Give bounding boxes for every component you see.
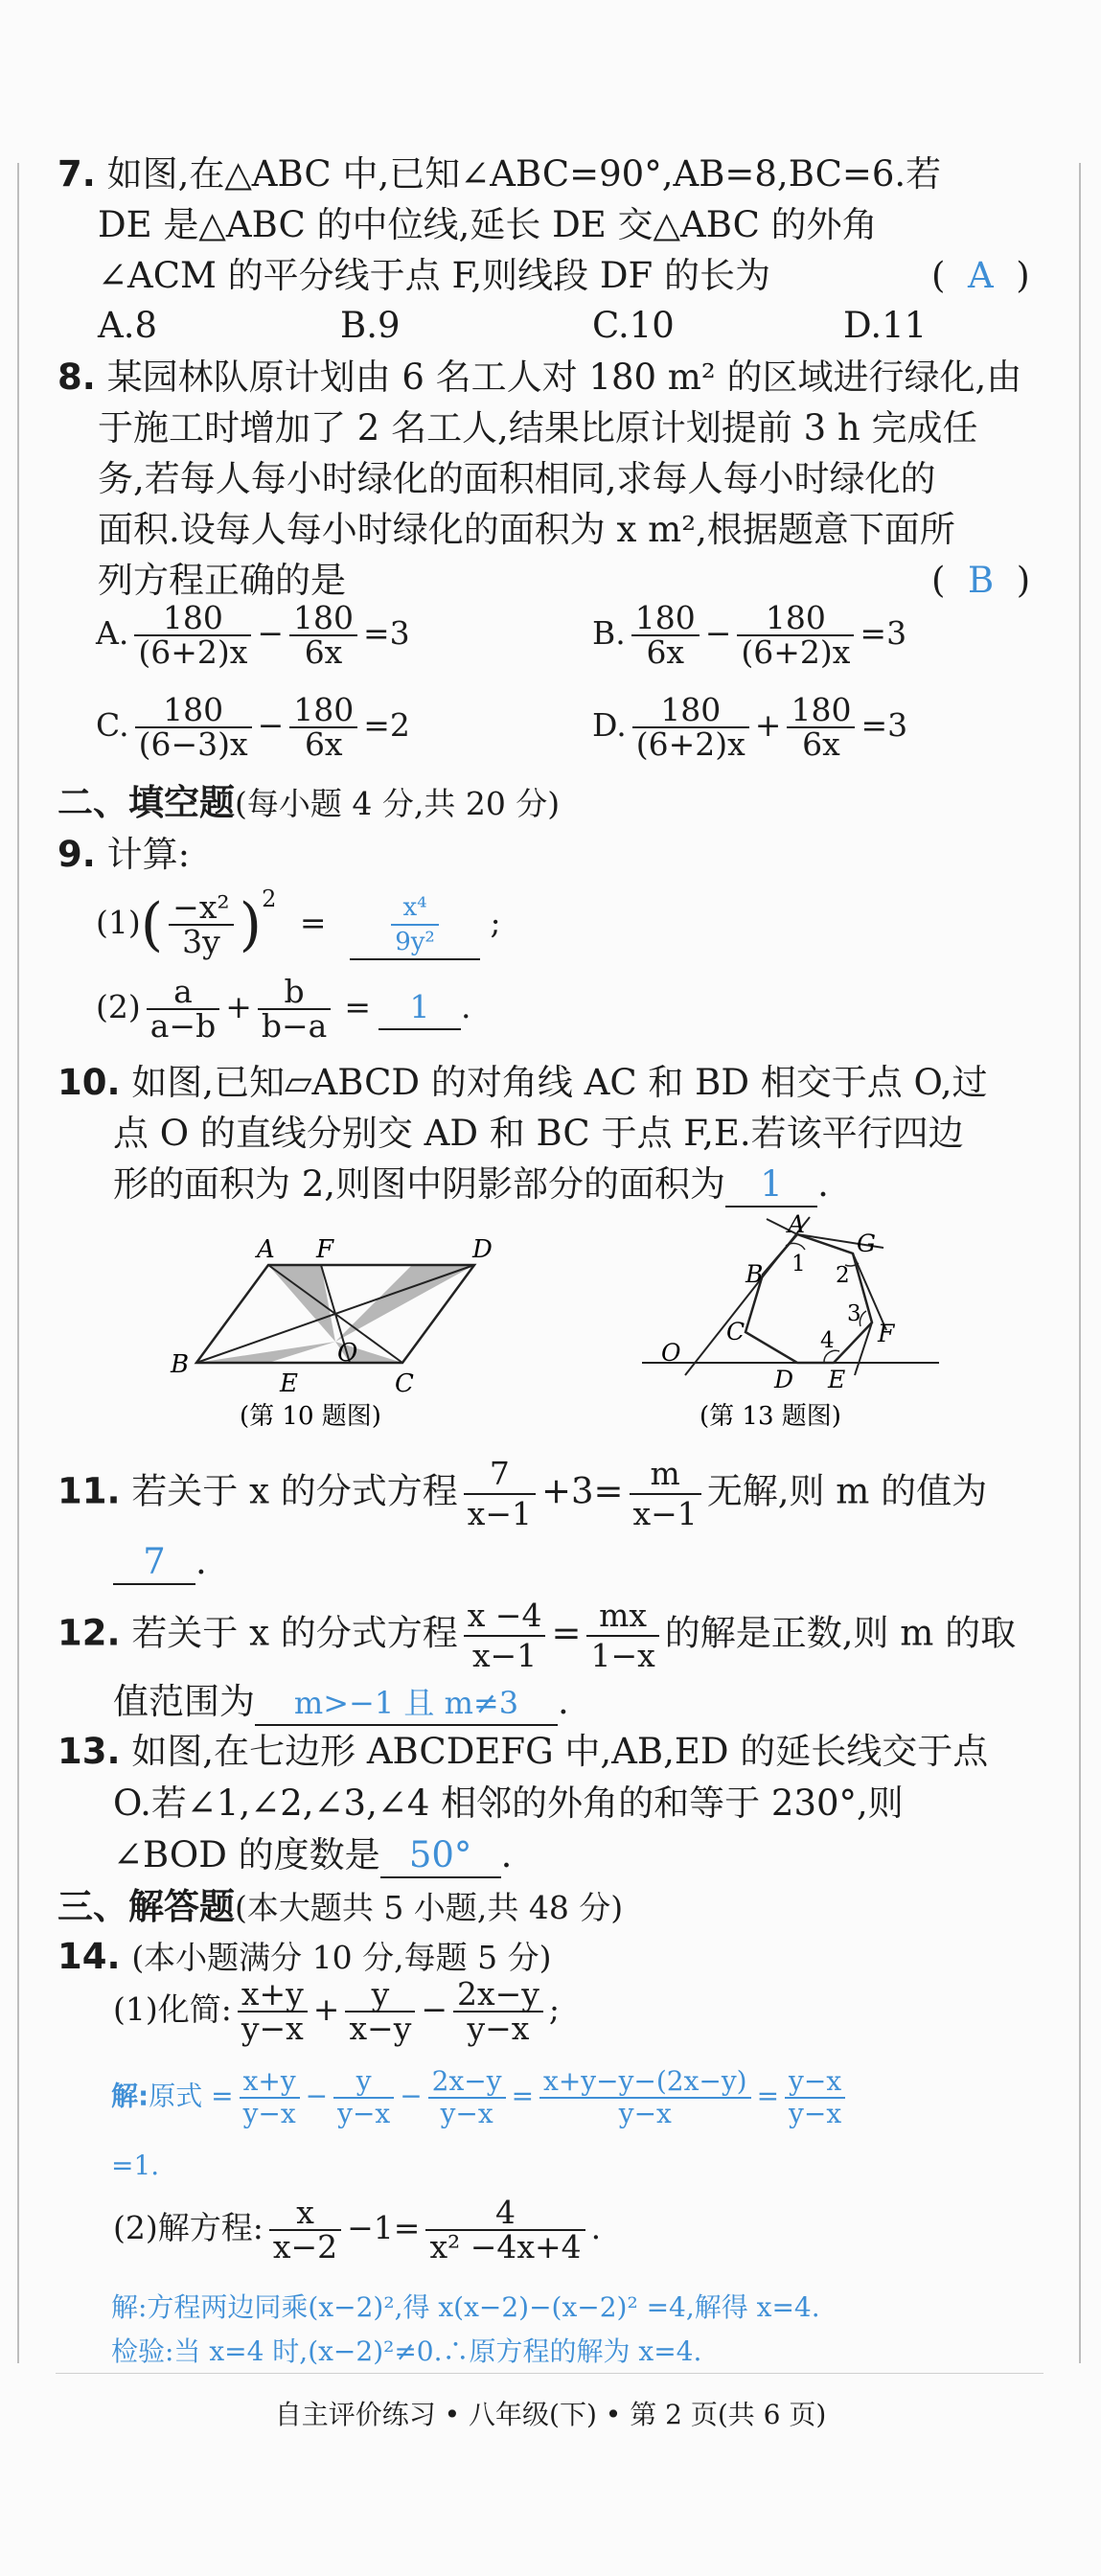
fraction <box>428 2066 506 2129</box>
q7-answer-bracket: ( A ) <box>931 255 1030 296</box>
denominator: x−1 <box>467 1495 532 1532</box>
denominator: x−2 <box>272 2228 338 2266</box>
punctuation: ; <box>548 1990 561 2028</box>
denominator: x² −4x+4 <box>429 2228 582 2266</box>
numerator: 2x−y <box>428 2066 506 2099</box>
q11-text: 若关于 x 的分式方程 <box>131 1470 458 1512</box>
question-number: 10. <box>57 1062 121 1103</box>
section-2-heading <box>57 782 560 825</box>
fraction <box>169 888 234 960</box>
question-number: 7. <box>57 153 96 195</box>
numerator: −x² <box>169 891 234 926</box>
q14-part2 <box>113 2196 601 2264</box>
q13-line1 <box>57 1731 988 1773</box>
q8-choice-d <box>592 691 908 763</box>
q8-line2: 于施工时增加了 2 名工人,结果比原计划提前 3 h 完成任 <box>98 407 978 448</box>
q13-line3 <box>113 1834 512 1878</box>
operator: + <box>312 1990 340 2028</box>
denominator: y−x <box>440 2098 493 2129</box>
q13-text: 如图,在七边形 ABCDEFG 中,AB,ED 的延长线交于点 <box>131 1731 989 1772</box>
angle-label-4: 4 <box>820 1328 835 1353</box>
denominator: (6+2)x <box>741 633 851 671</box>
q9-part2-answer: 1 <box>378 986 461 1030</box>
q9-title <box>57 834 190 876</box>
rhs: =3 <box>860 706 908 744</box>
q13-answer: 50° <box>380 1834 501 1878</box>
denominator: y−x <box>337 2098 391 2129</box>
point-label-a: A <box>257 1236 275 1264</box>
numerator: 2x−y <box>453 1978 543 2012</box>
punctuation: . <box>558 1681 569 1722</box>
q14-heading <box>57 1936 552 1979</box>
point-label-g: G <box>857 1230 876 1257</box>
numerator: 180 <box>134 602 251 636</box>
fraction <box>391 891 439 958</box>
point-label-e: E <box>828 1366 846 1393</box>
numerator: a <box>147 976 219 1010</box>
part-label: (2)解方程: <box>113 2209 264 2246</box>
point-label-f: F <box>878 1320 895 1347</box>
equals: = <box>511 2080 535 2112</box>
point-label-o: O <box>337 1339 358 1368</box>
operator: + <box>225 988 252 1025</box>
section-3-heading <box>57 1886 623 1929</box>
numerator: 180 <box>787 694 855 728</box>
fraction <box>289 599 357 671</box>
q7-text: 如图,在△ABC 中,已知∠ABC=90°,AB=8,BC=6.若 <box>106 153 942 195</box>
q11-answer: 7 <box>113 1541 195 1585</box>
question-number: 9. <box>57 834 96 875</box>
fraction <box>631 599 700 671</box>
q9-text: 计算: <box>106 834 191 875</box>
part-label: (1)化简: <box>113 1990 232 2028</box>
operator: − <box>305 2080 329 2112</box>
denominator: b−a <box>261 1007 328 1045</box>
angle-label-1: 1 <box>791 1252 806 1276</box>
numerator: x −4 <box>464 1597 546 1637</box>
q8-answer: B <box>967 560 995 601</box>
choice-label: D. <box>592 706 627 744</box>
fraction <box>464 1597 546 1675</box>
q8-line5: 列方程正确的是 <box>98 560 346 601</box>
point-label-b: B <box>745 1260 764 1288</box>
point-label-c: C <box>395 1369 414 1398</box>
q12-text: 若关于 x 的分式方程 <box>131 1612 458 1654</box>
denominator: (6−3)x <box>138 725 248 763</box>
q9-part2 <box>96 973 471 1045</box>
figure-10-caption: (第 10 题图) <box>240 1402 381 1428</box>
choice-label: C. <box>96 706 129 744</box>
choice-label: B. <box>592 614 626 652</box>
fraction <box>345 1975 415 2047</box>
operator: − <box>421 1990 447 2028</box>
numerator: x+y <box>238 1978 308 2012</box>
numerator: y−x <box>785 2066 845 2099</box>
numerator: 7 <box>464 1455 536 1495</box>
q13-line2: O.若∠1,∠2,∠3,∠4 相邻的外角的和等于 230°,则 <box>113 1782 904 1824</box>
q9-part1-blank <box>350 891 480 960</box>
left-margin-rule <box>17 163 19 2363</box>
part-label: (2) <box>96 988 141 1025</box>
q14-solution2-line2: 检验:当 x=4 时,(x−2)²≠0.∴原方程的解为 x=4. <box>111 2335 702 2367</box>
q12-mid: = <box>551 1612 582 1654</box>
denominator: 3y <box>182 923 220 960</box>
q8-choice-b <box>592 599 907 671</box>
numerator: 180 <box>289 602 357 636</box>
point-label-d: D <box>472 1236 493 1264</box>
angle-label-2: 2 <box>836 1263 850 1288</box>
numerator: 180 <box>135 694 252 728</box>
q7-choice-d: D.11 <box>843 305 928 346</box>
q11-line2 <box>113 1541 207 1585</box>
point-label-b: B <box>171 1350 190 1379</box>
numerator: x+y <box>240 2066 300 2099</box>
section-title: 二、填空题 <box>57 782 235 823</box>
right-margin-rule <box>1079 163 1081 2363</box>
q14-part1 <box>113 1975 561 2047</box>
numerator: 180 <box>289 694 357 728</box>
q7-choice-c: C.10 <box>592 305 675 346</box>
numerator: mx <box>586 1597 658 1637</box>
denominator: 6x <box>646 633 685 671</box>
q12-answer: m>−1 且 m≠3 <box>255 1682 558 1726</box>
equals: = <box>344 988 371 1025</box>
q14-solution2-line1: 解:方程两边同乘(x−2)²,得 x(x−2)−(x−2)² =4,解得 x=4. <box>111 2291 820 2323</box>
q11-line1 <box>57 1455 987 1533</box>
section-title: 三、解答题 <box>57 1886 235 1927</box>
punctuation: . <box>195 1541 207 1582</box>
section-note: (每小题 4 分,共 20 分) <box>235 785 561 822</box>
rhs: =2 <box>363 706 410 744</box>
angle-arc-1 <box>786 1243 805 1250</box>
denominator: (6+2)x <box>138 633 248 671</box>
numerator: x <box>269 2196 341 2231</box>
punctuation: . <box>460 988 471 1025</box>
fraction <box>135 691 252 763</box>
question-number: 12. <box>57 1612 121 1654</box>
angle-label-3: 3 <box>847 1301 861 1326</box>
fraction <box>464 1455 536 1533</box>
denominator: 9y² <box>395 928 435 956</box>
question-number: 8. <box>57 356 96 398</box>
numerator: 180 <box>631 602 700 636</box>
q10-line2: 点 O 的直线分别交 AD 和 BC 于点 F,E.若该平行四边 <box>113 1113 964 1154</box>
punctuation: . <box>590 2209 602 2246</box>
exponent: 2 <box>262 886 277 912</box>
denominator: 1−x <box>590 1637 655 1674</box>
q12-text: 值范围为 <box>113 1681 255 1722</box>
denominator: x−1 <box>632 1495 698 1532</box>
q10-text: 如图,已知▱ABCD 的对角线 AC 和 BD 相交于点 O,过 <box>131 1062 988 1103</box>
equals: = <box>299 904 327 941</box>
fraction <box>238 1975 308 2047</box>
q8-text: 某园林队原计划由 6 名工人对 180 m² 的区域进行绿化,由 <box>106 356 1022 398</box>
numerator: x⁴ <box>391 891 439 926</box>
point-label-d: D <box>774 1366 794 1393</box>
fraction <box>632 691 749 763</box>
fraction <box>240 2066 300 2129</box>
fraction <box>785 2066 845 2129</box>
q8-answer-bracket: ( B ) <box>931 560 1031 601</box>
shaded-triangle-left <box>196 1342 335 1363</box>
point-label-c: C <box>726 1318 745 1346</box>
denominator: y−x <box>241 2010 304 2047</box>
q7-answer: A <box>967 255 994 296</box>
q12-line1 <box>57 1597 1016 1675</box>
punctuation: ; <box>490 904 501 941</box>
fraction <box>737 599 854 671</box>
point-label-o: O <box>661 1339 681 1367</box>
q11-mid: +3= <box>540 1470 624 1512</box>
operator: − <box>257 706 285 744</box>
numerator: x+y−y−(2x−y) <box>539 2066 751 2099</box>
solution-text: 原式 = <box>149 2080 234 2112</box>
q10-line1 <box>57 1062 987 1104</box>
numerator: y <box>333 2066 394 2099</box>
denominator: a−b <box>149 1007 217 1045</box>
q8-line1 <box>57 356 1021 399</box>
figure-10 <box>153 1236 556 1428</box>
fraction <box>134 599 251 671</box>
section-note: (本大题共 5 小题,共 48 分) <box>235 1889 624 1926</box>
denominator: y−x <box>618 2098 672 2129</box>
point-label-f: F <box>316 1236 334 1264</box>
numerator: b <box>258 976 331 1010</box>
operator: + <box>754 706 782 744</box>
part-label: (1) <box>96 904 141 941</box>
q7-line3: ∠ACM 的平分线于点 F,则线段 DF 的长为 <box>98 255 770 296</box>
denominator: x−y <box>349 2010 412 2047</box>
q9-part1: (1)( $\frac{\text{−x²}}{3y}$ )$^2$ = $\frac{\text{x⁴}}{\text{9y²}}$ ; <box>96 886 501 960</box>
fraction <box>269 2196 341 2264</box>
solution-label: 解: <box>111 2080 149 2112</box>
denominator: x−1 <box>471 1637 538 1674</box>
numerator: y <box>345 1978 415 2012</box>
figure-13 <box>632 1208 958 1428</box>
numerator: 180 <box>737 602 854 636</box>
rhs: =3 <box>363 614 410 652</box>
denominator: y−x <box>242 2098 296 2129</box>
q14-note: (本小题满分 10 分,每题 5 分) <box>131 1939 552 1976</box>
q8-choice-c <box>96 691 410 763</box>
q12-line2 <box>113 1681 569 1726</box>
operator: − <box>400 2080 423 2112</box>
q7-line2: DE 是△ABC 的中位线,延长 DE 交△ABC 的外角 <box>98 204 878 245</box>
q7-line1 <box>57 153 941 196</box>
q14-solution1-result: =1. <box>111 2150 160 2181</box>
fraction <box>453 1975 543 2047</box>
denominator: y−x <box>467 2010 530 2047</box>
fraction <box>425 2196 585 2264</box>
question-number: 11. <box>57 1470 121 1512</box>
footer-divider <box>56 2373 1044 2374</box>
q10-line3 <box>113 1163 829 1208</box>
fraction <box>258 973 331 1045</box>
equals: = <box>756 2080 780 2112</box>
point-label-e: E <box>280 1369 298 1398</box>
q8-choice-a <box>96 599 410 671</box>
q13-text: ∠BOD 的度数是 <box>113 1834 380 1875</box>
numerator: 4 <box>425 2196 585 2231</box>
q8-line4: 面积.设每人每小时绿化的面积为 x m²,根据题意下面所 <box>98 509 955 550</box>
point-label-a: A <box>788 1210 806 1238</box>
numerator: m <box>630 1455 701 1495</box>
denominator: 6x <box>802 725 840 763</box>
question-number: 14. <box>57 1936 121 1977</box>
q7-choice-a: A.8 <box>98 305 158 346</box>
choice-label: A. <box>96 614 129 652</box>
q7-choice-b: B.9 <box>340 305 401 346</box>
denominator: (6+2)x <box>635 725 745 763</box>
q8-line3: 务,若每人每小时绿化的面积相同,求每人每小时绿化的 <box>98 458 936 499</box>
punctuation: . <box>500 1834 513 1875</box>
q10-answer: 1 <box>725 1163 817 1208</box>
rhs: =3 <box>860 614 907 652</box>
denominator: y−x <box>789 2098 842 2129</box>
operator: − <box>257 614 284 652</box>
figure-13-caption: (第 13 题图) <box>700 1402 841 1428</box>
fraction <box>147 973 219 1045</box>
fraction <box>787 691 855 763</box>
q11-text: 无解,则 m 的值为 <box>706 1470 988 1512</box>
fraction <box>630 1455 701 1533</box>
q14-solution1 <box>111 2066 851 2129</box>
page-footer: 自主评价练习 • 八年级(下) • 第 2 页(共 6 页) <box>274 2399 827 2430</box>
fraction <box>539 2066 751 2129</box>
numerator: 180 <box>632 694 749 728</box>
q14-part2-mid: −1= <box>347 2209 421 2246</box>
q12-text: 的解是正数,则 m 的取 <box>664 1612 1017 1654</box>
q10-text: 形的面积为 2,则图中阴影部分的面积为 <box>113 1163 726 1205</box>
fraction <box>289 691 357 763</box>
denominator: 6x <box>304 725 343 763</box>
operator: − <box>704 614 732 652</box>
denominator: 6x <box>304 633 343 671</box>
fraction <box>586 1597 658 1675</box>
question-number: 13. <box>57 1731 121 1772</box>
punctuation: . <box>817 1163 829 1205</box>
fraction <box>333 2066 394 2129</box>
